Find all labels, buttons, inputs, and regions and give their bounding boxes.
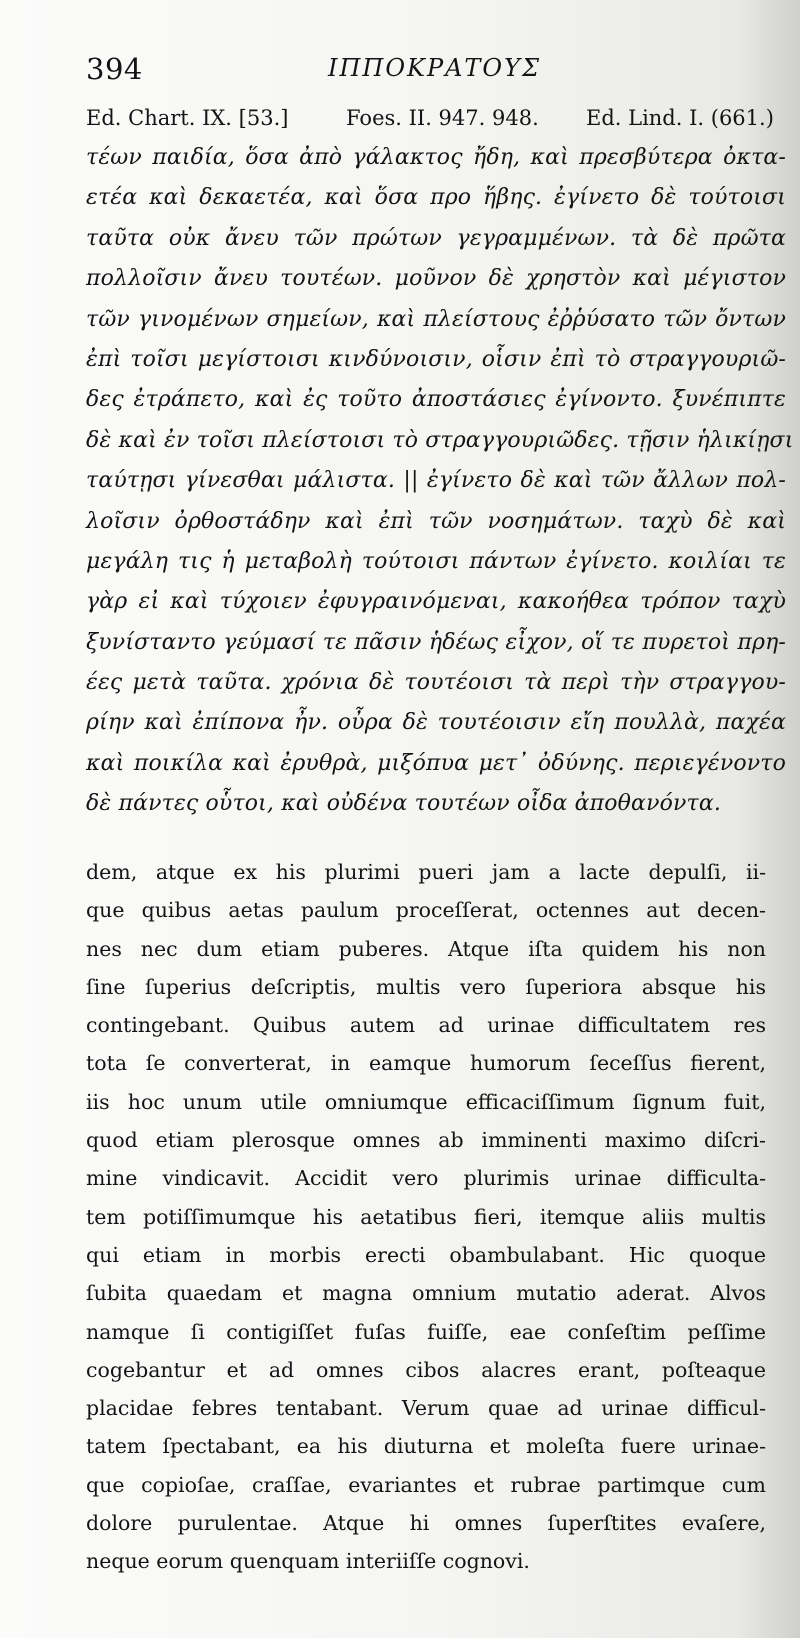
latin-line: mine vindicavit. Accidit vero plurimis urinae difficulta- — [86, 1166, 766, 1191]
greek-line: πολλοῖσιν ἄνευ τουτέων. μοῦνον δὲ χρηστὸν καὶ μέγιστον — [86, 266, 786, 292]
latin-line-last: neque eorum quenquam interiiſſe cognovi. — [86, 1549, 530, 1574]
latin-line: ſubita quaedam et magna omnium mutatio aderat. Alvos — [86, 1281, 766, 1306]
latin-line: namque ſi contigiſſet fuſas fuiſſe, eae conſeſtim peſſime — [86, 1319, 766, 1344]
greek-line: καὶ ποικίλα καὶ ἐρυθρὰ, μιξόπυα μετ᾽ ὀδύνης. περιεγένοντο — [86, 750, 786, 776]
ref-linden-edition: Ed. Lind. I. (661.) — [586, 106, 774, 130]
greek-line: ταύτῃσι γίνεσθαι μάλιστα. || ἐγίνετο δὲ καὶ τῶν ἄλλων πολ- — [86, 468, 786, 494]
running-head — [86, 52, 766, 92]
latin-translation — [86, 853, 766, 1581]
greek-line-last: δὲ πάντες οὗτοι, καὶ οὐδένα τουτέων οἶδα ἀποθανόντα. — [86, 791, 721, 817]
greek-line: ετέα καὶ δεκαετέα, καὶ ὅσα προ ἥβης. ἐγίνετο δὲ τούτοισι — [86, 185, 786, 211]
latin-line: ſine ſuperius deſcriptis, multis vero ſuperiora absque his — [86, 974, 766, 999]
edition-references — [86, 106, 788, 136]
latin-line: tem potiſſimumque his aetatibus fieri, itemque aliis multis — [86, 1204, 766, 1229]
latin-line: qui etiam in morbis erecti obambulabant. Hic quoque — [86, 1242, 766, 1267]
ref-chartier-edition: Ed. Chart. IX. [53.] — [86, 106, 289, 130]
latin-line: tatem ſpectabant, ea his diuturna et moleſta fuere urinae- — [86, 1434, 766, 1459]
latin-line: contingebant. Quibus autem ad urinae difficultatem res — [86, 1013, 766, 1038]
greek-line: τῶν γινομένων σημείων, καὶ πλείστους ἐῤῥύσατο τῶν ὄντων — [86, 306, 786, 332]
latin-line: quod etiam plerosque omnes ab imminenti maximo diſcri- — [86, 1128, 766, 1153]
greek-line: ξυνίσταντο γεύμασί τε πᾶσιν ἡδέως εἶχον, οἵ τε πυρετοὶ πρη- — [86, 629, 786, 655]
latin-line: que quibus aetas paulum proceſſerat, octennes aut decen- — [86, 898, 766, 923]
latin-line: que copioſae, craſſae, evariantes et rubrae partimque cum — [86, 1472, 766, 1497]
greek-line: λοῖσιν ὀρθοστάδην καὶ ἐπὶ τῶν νοσημάτων. ταχὺ δὲ καὶ — [86, 508, 786, 534]
latin-line: iis hoc unum utile omniumque efficaciſſimum ſignum fuit, — [86, 1089, 766, 1114]
book-title: ΙΠΠΟΚΡΑΤΟΥΣ — [328, 54, 541, 82]
greek-line: ἐπὶ τοῖσι μεγίστοισι κινδύνοισιν, οἷσιν ἐπὶ τὸ στραγγουριῶ- — [86, 346, 786, 372]
greek-line: δὲ καὶ ἐν τοῖσι πλείστοισι τὸ στραγγουριῶδες. τῇσιν ἡλικίῃσι — [86, 427, 794, 453]
greek-text — [86, 138, 794, 825]
greek-line: μεγάλη τις ἡ μεταβολὴ τούτοισι πάντων ἐγίνετο. κοιλίαι τε — [86, 548, 786, 574]
latin-line: tota ſe converterat, in eamque humorum ſeceſſus fierent, — [86, 1051, 766, 1076]
greek-line: γὰρ εἰ καὶ τύχοιεν ἐφυγραινόμεναι, κακοήθεα τρόπον ταχὺ — [86, 589, 786, 615]
latin-line: dem, atque ex his plurimi pueri jam a lacte depulſi, ii- — [86, 860, 766, 884]
greek-line: έες μετὰ ταῦτα. χρόνια δὲ τουτέοισι τὰ περὶ τὴν στραγγου- — [86, 670, 786, 696]
latin-line: dolore purulentae. Atque hi omnes ſuperſtites evaſere, — [86, 1511, 766, 1536]
greek-line: ρίην καὶ ἐπίπονα ἦν. οὖρα δὲ τουτέοισιν εἴη πουλλὰ, παχέα — [86, 710, 786, 736]
ref-foes-edition: Foes. II. 947. 948. — [346, 106, 539, 130]
greek-line: τέων παιδία, ὅσα ἀπὸ γάλακτος ἤδη, καὶ πρεσβύτερα ὀκτα- — [86, 145, 786, 170]
latin-line: placidae febres tentabant. Verum quae ad urinae difficul- — [86, 1396, 766, 1421]
greek-line: ταῦτα οὐκ ἄνευ τῶν πρώτων γεγραμμένων. τὰ δὲ πρῶτα — [86, 225, 786, 251]
page-number: 394 — [86, 52, 143, 86]
latin-line: nes nec dum etiam puberes. Atque iſta quidem his non — [86, 936, 766, 961]
latin-line: cogebantur et ad omnes cibos alacres erant, poſteaque — [86, 1357, 766, 1382]
greek-line: δες ἐτράπετο, καὶ ἐς τοῦτο ἀποστάσιες ἐγίνοντο. ξυνέπιπτε — [86, 387, 786, 413]
